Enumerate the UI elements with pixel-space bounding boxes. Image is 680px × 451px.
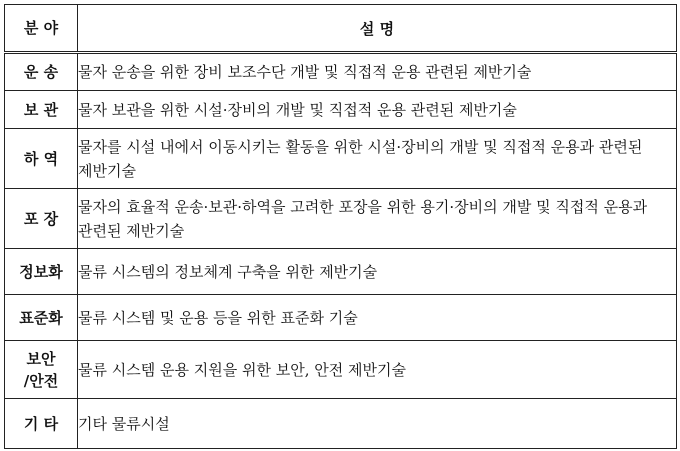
- row-field: 하 역: [5, 129, 78, 189]
- table-row: [5, 399, 677, 449]
- row-description: 기타 물류시설: [78, 399, 677, 449]
- table-row: [5, 129, 677, 189]
- row-field: 포 장: [5, 189, 78, 249]
- row-field: 운 송: [5, 53, 78, 91]
- row-description: 물자의 효율적 운송·보관·하역을 고려한 포장을 위한 용기·장비의 개발 및 직접적 운용과 관련된 제반기술: [78, 189, 677, 249]
- table-header-row: [5, 5, 677, 53]
- row-description: 물자 운송을 위한 장비 보조수단 개발 및 직접적 운용 관련된 제반기술: [78, 53, 677, 91]
- row-field-label: 보안 /안전: [23, 349, 59, 390]
- table-row: [5, 341, 677, 399]
- row-description: 물자 보관을 위한 시설·장비의 개발 및 직접적 운용 관련된 제반기술: [78, 91, 677, 129]
- table-row: [5, 295, 677, 341]
- row-field: 기 타: [5, 399, 78, 449]
- table-row: [5, 249, 677, 295]
- logistics-technology-fields-table: [4, 4, 677, 449]
- row-field: [5, 341, 78, 399]
- row-description: 물류 시스템 운용 지원을 위한 보안, 안전 제반기술: [78, 341, 677, 399]
- row-field: 보 관: [5, 91, 78, 129]
- header-description: 설 명: [78, 5, 677, 53]
- table-row: [5, 53, 677, 91]
- table-row: [5, 189, 677, 249]
- row-description: 물류 시스템 및 운용 등을 위한 표준화 기술: [78, 295, 677, 341]
- table-row: [5, 91, 677, 129]
- row-description: 물자를 시설 내에서 이동시키는 활동을 위한 시설·장비의 개발 및 직접적 운용과 관련된 제반기술: [78, 129, 677, 189]
- header-field: 분 야: [5, 5, 78, 53]
- row-description: 물류 시스템의 정보체계 구축을 위한 제반기술: [78, 249, 677, 295]
- row-field: 표준화: [5, 295, 78, 341]
- row-field: 정보화: [5, 249, 78, 295]
